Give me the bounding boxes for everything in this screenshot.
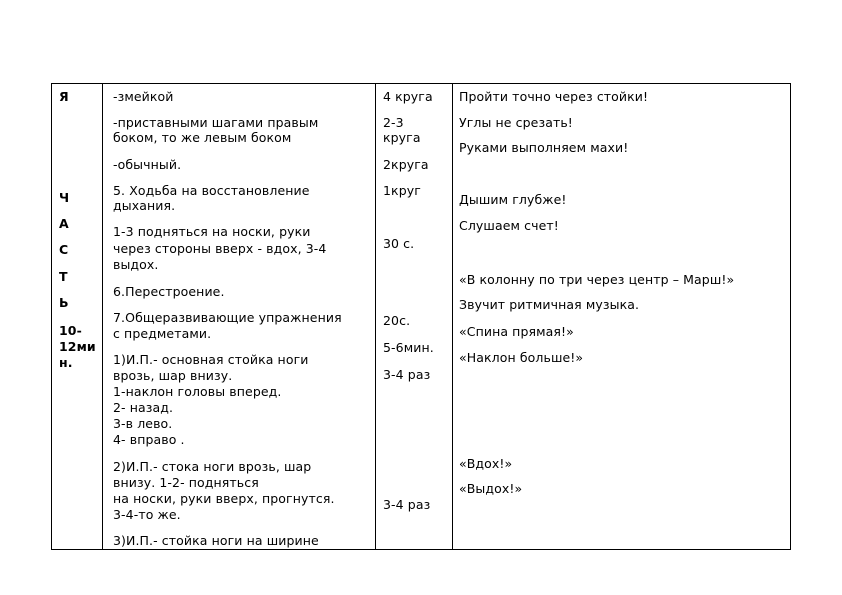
- note-text: «В колонну по три через центр – Марш!»: [459, 272, 735, 287]
- side-letter: Я: [59, 89, 69, 104]
- content-line: дыхания.: [113, 198, 176, 213]
- duration-text: 10-: [59, 323, 82, 338]
- content-line: 4- вправо .: [113, 432, 185, 447]
- dosage-text: 5-6мин.: [383, 340, 434, 355]
- column-divider: [452, 84, 453, 549]
- dosage-text: 4 круга: [383, 89, 433, 104]
- dosage-text: 2круга: [383, 157, 429, 172]
- side-letter: С: [59, 242, 69, 257]
- dosage-text: 30 с.: [383, 236, 415, 251]
- content-line: боком, то же левым боком: [113, 130, 292, 145]
- note-text: Дышим глубже!: [459, 192, 567, 207]
- content-line: 3)И.П.- стойка ноги на ширине: [113, 533, 319, 548]
- content-line: 2)И.П.- стока ноги врозь, шар: [113, 459, 312, 474]
- content-line: 6.Перестроение.: [113, 284, 225, 299]
- side-letter: Ь: [59, 295, 69, 310]
- content-line: 1-3 подняться на носки, руки: [113, 224, 311, 239]
- content-line: 7.Общеразвивающие упражнения: [113, 310, 342, 325]
- duration-text: 12ми: [59, 339, 96, 354]
- content-line: 2- назад.: [113, 400, 174, 415]
- column-divider: [375, 84, 376, 549]
- side-letter: Т: [59, 269, 68, 284]
- side-letter: Ч: [59, 190, 70, 205]
- dosage-text: 3-4 раз: [383, 367, 431, 382]
- content-line: через стороны вверх - вдох, 3-4: [113, 241, 327, 256]
- content-line: врозь, шар внизу.: [113, 368, 233, 383]
- note-text: Руками выполняем махи!: [459, 140, 629, 155]
- note-text: «Вдох!»: [459, 456, 513, 471]
- note-text: Углы не срезать!: [459, 115, 573, 130]
- content-line: 3-в лево.: [113, 416, 173, 431]
- content-line: 5. Ходьба на восстановление: [113, 183, 310, 198]
- side-letter: А: [59, 216, 69, 231]
- duration-text: н.: [59, 355, 73, 370]
- dosage-text: круга: [383, 130, 421, 145]
- dosage-text: 3-4 раз: [383, 497, 431, 512]
- note-text: Слушаем счет!: [459, 218, 559, 233]
- content-line: -приставными шагами правым: [113, 115, 319, 130]
- note-text: Пройти точно через стойки!: [459, 89, 649, 104]
- lesson-plan-table: [51, 83, 791, 550]
- content-line: внизу. 1-2- подняться: [113, 475, 259, 490]
- content-line: 3-4-то же.: [113, 507, 181, 522]
- note-text: Звучит ритмичная музыка.: [459, 297, 640, 312]
- content-line: -змейкой: [113, 89, 174, 104]
- content-line: на носки, руки вверх, прогнутся.: [113, 491, 335, 506]
- note-text: «Наклон больше!»: [459, 350, 584, 365]
- content-line: -обычный.: [113, 157, 182, 172]
- content-line: с предметами.: [113, 326, 212, 341]
- content-line: 1)И.П.- основная стойка ноги: [113, 352, 309, 367]
- content-line: 1-наклон головы вперед.: [113, 384, 282, 399]
- column-divider: [102, 84, 103, 549]
- note-text: «Выдох!»: [459, 481, 523, 496]
- dosage-text: 20с.: [383, 313, 411, 328]
- dosage-text: 2-3: [383, 115, 404, 130]
- note-text: «Спина прямая!»: [459, 324, 574, 339]
- content-line: выдох.: [113, 257, 159, 272]
- dosage-text: 1круг: [383, 183, 421, 198]
